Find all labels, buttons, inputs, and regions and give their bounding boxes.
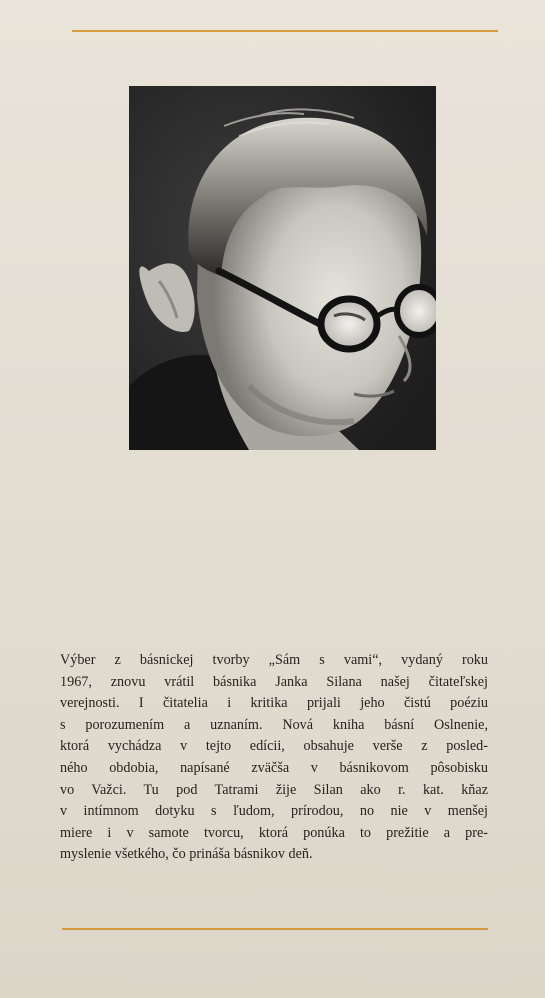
- blurb-line-5: ktorá vychádza v tejto edícii, obsahuje verše z posled-: [60, 738, 488, 755]
- blurb-line-6: ného obdobia, napísané zväčša v básnikovom pôsobisku: [60, 759, 488, 776]
- blurb-line-2: 1967, znovu vrátil básnika Janka Silana našej čitateľskej: [60, 673, 488, 690]
- top-orange-rule: [72, 30, 498, 32]
- blurb-line-3: verejnosti. I čitatelia i kritika prijali jeho čistú poéziu: [60, 695, 488, 712]
- bottom-orange-rule: [62, 928, 488, 930]
- blurb-line-10: myslenie všetkého, čo prináša básnikov deň.: [60, 846, 313, 863]
- blurb-line-7: vo Važci. Tu pod Tatrami žije Silan ako r. kat. kňaz: [60, 781, 488, 798]
- blurb-line-8: v intímnom dotyku s ľudom, prírodou, no nie v menšej: [60, 803, 488, 820]
- portrait-photo-icon: [129, 86, 436, 450]
- author-portrait-photo: [129, 86, 436, 450]
- blurb-line-1: Výber z básnickej tvorby „Sám s vami“, vydaný roku: [60, 652, 488, 668]
- blurb-line-4: s porozumením a uznaním. Nová kniha básní Oslnenie,: [60, 716, 488, 733]
- book-blurb-text: [60, 650, 488, 866]
- blurb-line-9: miere i v samote tvorcu, ktorá ponúka to prežitie a pre-: [60, 824, 488, 841]
